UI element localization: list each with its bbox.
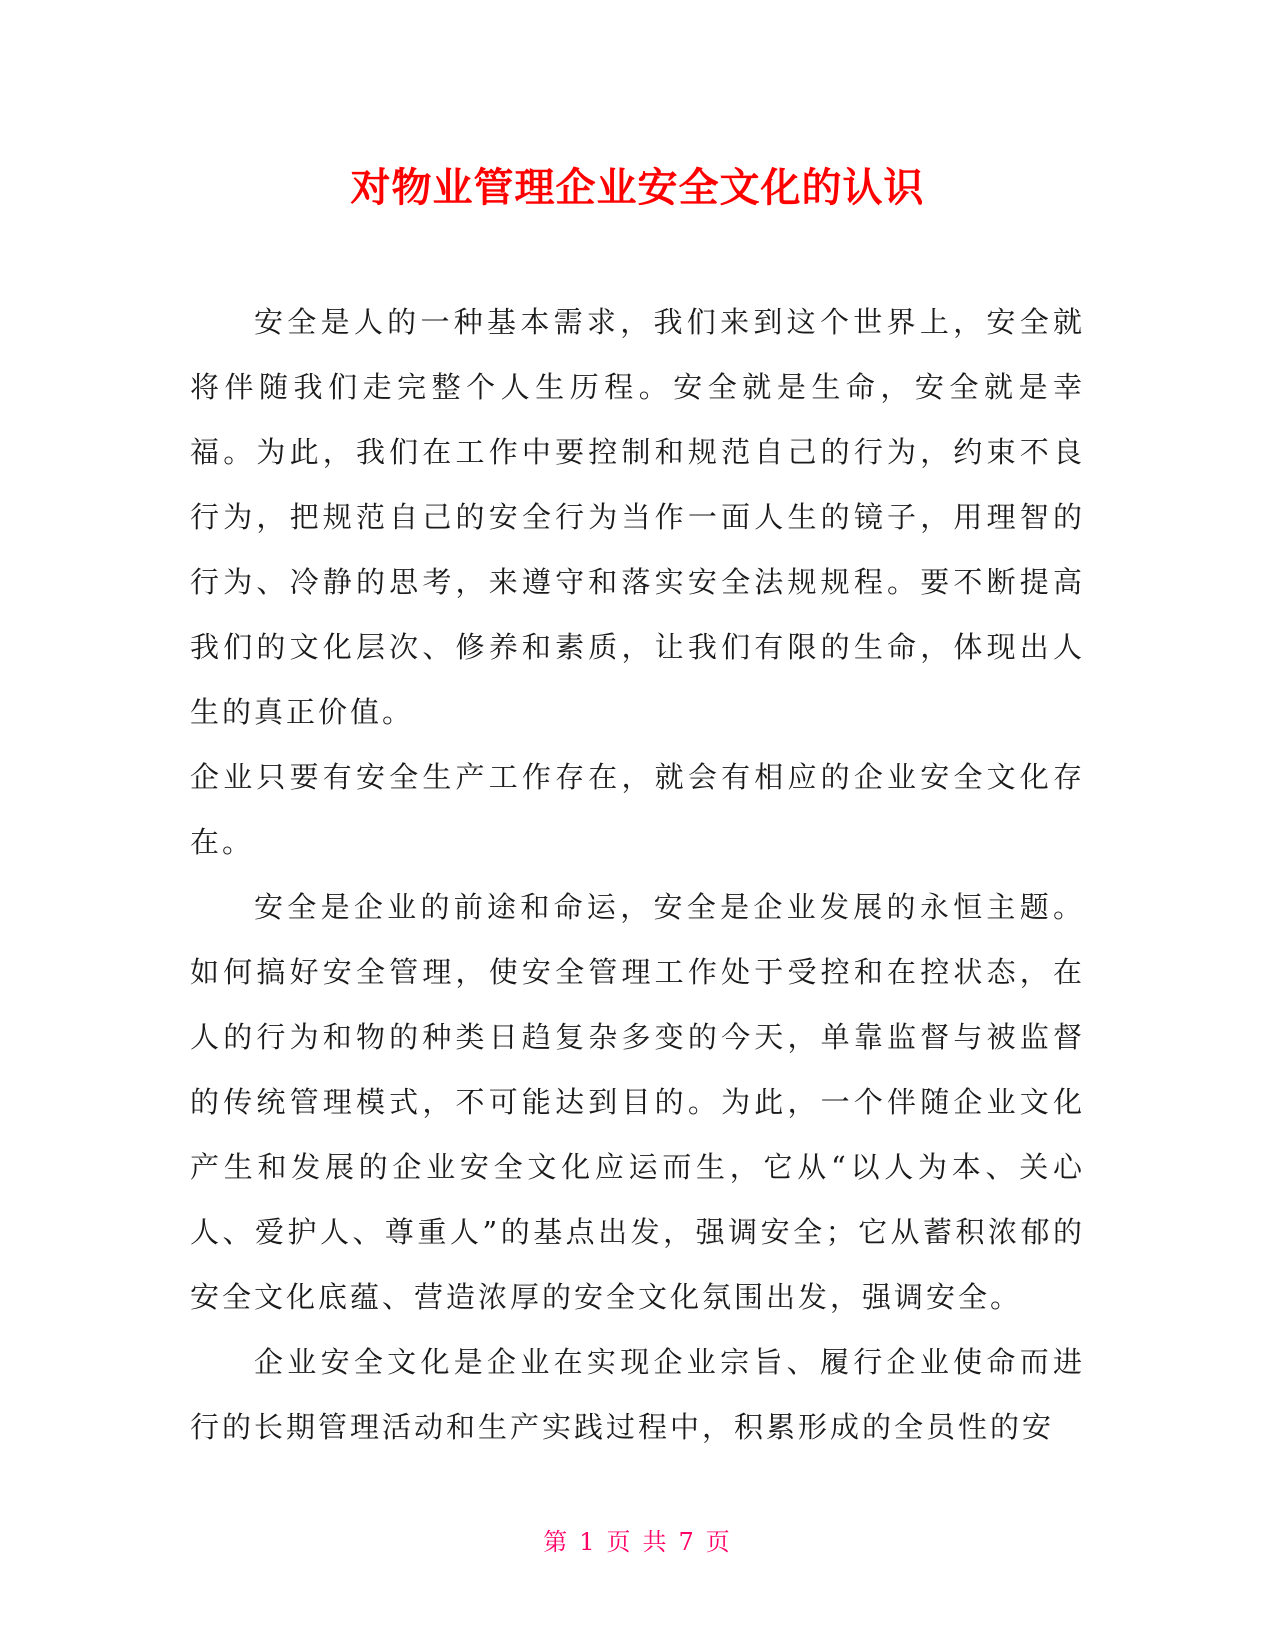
current-page-number: 1 — [579, 1528, 597, 1556]
page-footer — [0, 1522, 1275, 1557]
total-page-count: 7 — [678, 1528, 696, 1556]
paragraph-3: 安全是企业的前途和命运，安全是企业发展的永恒主题。如何搞好安全管理，使安全管理工作处于受控和在控状态，在人的行为和物的种类日趋复杂多变的今天，单靠监督与被监督的传统管理模式，不可能达到目的。为此，一个伴随企业文化产生和发展的企业安全文化应运而生，它从“以人为本、关心人、爱护人、尊重人”的基点出发，强调安全；它从蓄积浓郁的安全文化底蕴、营造浓厚的安全文化氛围出发，强调安全。 — [190, 890, 1085, 1314]
total-label-prefix: 共 — [642, 1528, 669, 1556]
document-body — [190, 290, 1085, 1460]
page-label-prefix: 第 — [543, 1528, 570, 1556]
paragraph-2: 企业只要有安全生产工作存在，就会有相应的企业安全文化存在。 — [190, 760, 1085, 859]
paragraph-4: 企业安全文化是企业在实现企业宗旨、履行企业使命而进行的长期管理活动和生产实践过程中，积累形成的全员性的安 — [190, 1345, 1085, 1444]
paragraph-1: 安全是人的一种基本需求，我们来到这个世界上，安全就将伴随我们走完整个人生历程。安全就是生命，安全就是幸福。为此，我们在工作中要控制和规范自己的行为，约束不良行为，把规范自己的安全行为当作一面人生的镜子，用理智的行为、冷静的思考，来遵守和落实安全法规规程。要不断提高我们的文化层次、修养和素质，让我们有限的生命，体现出人生的真正价值。 — [190, 305, 1085, 729]
total-label-suffix: 页 — [705, 1528, 732, 1556]
document-title: 对物业管理企业安全文化的认识 — [350, 165, 925, 211]
page-label-mid: 页 — [606, 1528, 633, 1556]
